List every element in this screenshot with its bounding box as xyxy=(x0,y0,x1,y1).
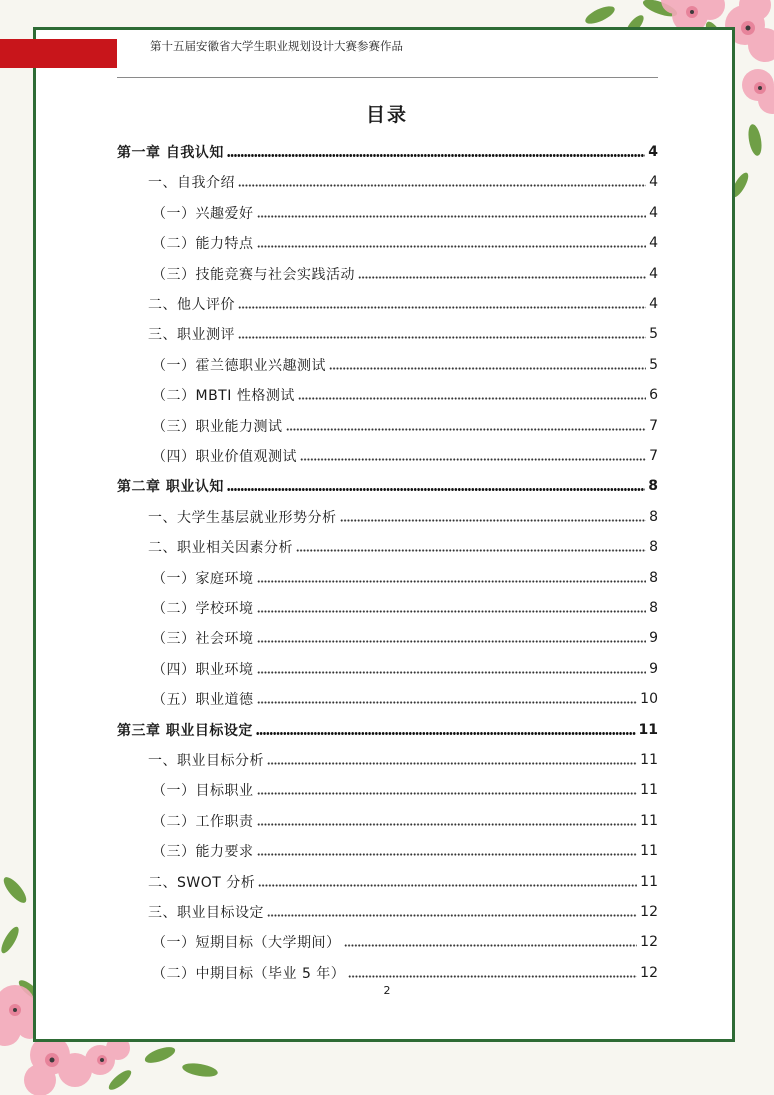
toc-dot-leader xyxy=(257,785,638,795)
toc-entry[interactable] xyxy=(117,806,658,836)
toc-entry-label: 二、他人评价 xyxy=(148,297,235,313)
toc-entry-label: （四）职业价值观测试 xyxy=(152,449,297,465)
toc-dot-leader xyxy=(348,968,637,978)
toc-entry-label: 第一章 自我认知 xyxy=(117,145,224,161)
toc-entry[interactable] xyxy=(117,654,658,684)
toc-dot-leader xyxy=(267,907,637,917)
toc-entry-label: （三）能力要求 xyxy=(152,844,254,861)
toc-entry-label: （三）职业能力测试 xyxy=(152,418,283,435)
toc-entry-page: 11 xyxy=(638,721,658,738)
toc-dot-leader xyxy=(238,177,646,187)
toc-entry-page: 4 xyxy=(649,174,658,191)
toc-entry[interactable] xyxy=(117,532,658,562)
toc-dot-leader xyxy=(296,542,646,552)
toc-entry[interactable] xyxy=(117,563,658,593)
toc-entry[interactable] xyxy=(117,684,658,714)
toc-entry-label: 二、SWOT 分析 xyxy=(148,874,256,891)
toc-dot-leader xyxy=(340,512,647,522)
toc-entry-label: （一）短期目标（大学期间） xyxy=(152,935,341,952)
toc-entry-page: 7 xyxy=(649,417,658,434)
toc-entry-label: （二）能力特点 xyxy=(152,236,254,253)
toc-entry-page: 11 xyxy=(640,752,658,768)
toc-entry-label: （二）MBTI 性格测试 xyxy=(152,388,295,405)
toc-dot-leader xyxy=(344,937,638,947)
toc-dot-leader xyxy=(358,269,646,279)
toc-entry-page: 12 xyxy=(640,934,658,951)
toc-dot-leader xyxy=(286,421,647,431)
toc-entry-page: 8 xyxy=(649,569,658,586)
toc-entry[interactable] xyxy=(117,502,658,532)
toc-entry-page: 11 xyxy=(640,873,658,890)
toc-entry-page: 12 xyxy=(640,904,658,920)
toc-dot-leader xyxy=(257,633,647,643)
toc-entry[interactable] xyxy=(117,228,658,258)
toc-title: 目录 xyxy=(365,104,408,126)
toc-entry[interactable] xyxy=(117,198,658,228)
toc-dot-leader xyxy=(257,208,647,218)
toc-entry-label: （四）职业环境 xyxy=(152,661,254,678)
toc-entry[interactable] xyxy=(117,289,658,319)
toc-entry-page: 7 xyxy=(649,448,658,464)
toc-entry[interactable] xyxy=(117,897,658,927)
toc-entry-page: 4 xyxy=(648,144,658,160)
toc-entry-label: 三、职业测评 xyxy=(148,327,235,344)
toc-entry-label: （一）家庭环境 xyxy=(152,570,254,587)
page-number: 2 xyxy=(383,984,391,997)
header-red-tab xyxy=(0,39,117,68)
toc-entry[interactable] xyxy=(117,137,658,167)
toc-entry-page: 9 xyxy=(649,660,658,677)
toc-entry-page: 6 xyxy=(649,387,658,404)
toc-entry-label: （一）兴趣爱好 xyxy=(152,205,254,222)
toc-entry-page: 12 xyxy=(640,964,658,981)
toc-dot-leader xyxy=(238,299,646,309)
toc-dot-leader xyxy=(257,238,647,248)
toc-entry[interactable] xyxy=(117,867,658,897)
toc-entry[interactable] xyxy=(117,623,658,653)
toc-dot-leader xyxy=(257,846,638,856)
toc-entry[interactable] xyxy=(117,745,658,775)
toc-entry-page: 4 xyxy=(649,265,658,282)
toc-entry-page: 4 xyxy=(649,235,658,252)
toc-entry-label: （一）目标职业 xyxy=(152,783,254,800)
toc-dot-leader xyxy=(257,694,638,704)
toc-entry-page: 8 xyxy=(649,539,658,556)
toc-dot-leader xyxy=(258,877,637,887)
toc-entry-page: 8 xyxy=(649,600,658,616)
toc-entry[interactable] xyxy=(117,441,658,471)
toc-entry-page: 5 xyxy=(649,326,658,343)
toc-entry-label: 第三章 职业目标设定 xyxy=(117,722,253,739)
toc-entry-label: 一、大学生基层就业形势分析 xyxy=(148,509,337,526)
toc-entry[interactable] xyxy=(117,471,658,501)
toc-entry[interactable] xyxy=(117,167,658,197)
header-title: 第十五届安徽省大学生职业规划设计大赛参赛作品 xyxy=(150,39,403,53)
toc-dot-leader xyxy=(257,816,638,826)
toc-dot-leader xyxy=(267,755,637,765)
toc-entry-label: （三）社会环境 xyxy=(152,631,254,648)
toc-dot-leader xyxy=(256,725,636,735)
toc-entry-page: 11 xyxy=(640,782,658,799)
toc-entry-page: 11 xyxy=(640,812,658,829)
header-rule xyxy=(117,77,658,78)
toc-entry[interactable] xyxy=(117,411,658,441)
toc-entry-page: 8 xyxy=(649,508,658,525)
toc-entry-label: 三、职业目标设定 xyxy=(148,905,264,921)
toc-dot-leader xyxy=(227,147,645,157)
toc-entry-label: 第二章 职业认知 xyxy=(117,479,224,496)
toc-entry-label: （一）霍兰德职业兴趣测试 xyxy=(152,357,326,374)
toc-entry-label: （二）学校环境 xyxy=(152,601,254,617)
toc-entry-page: 11 xyxy=(640,843,658,860)
toc-dot-leader xyxy=(257,603,647,613)
toc-entry[interactable] xyxy=(117,350,658,380)
toc-dot-leader xyxy=(238,329,646,339)
toc-entry-label: 一、自我介绍 xyxy=(148,175,235,192)
toc-entry[interactable] xyxy=(117,380,658,410)
toc-entry[interactable] xyxy=(117,836,658,866)
toc-dot-leader xyxy=(227,481,645,491)
toc-entry-page: 9 xyxy=(649,630,658,647)
toc-entry-label: 二、职业相关因素分析 xyxy=(148,540,293,557)
toc-entry-page: 5 xyxy=(649,356,658,373)
toc-dot-leader xyxy=(300,451,646,461)
toc-entry-label: 一、职业目标分析 xyxy=(148,753,264,769)
toc-entry-page: 4 xyxy=(649,204,658,221)
toc-entry-label: （二）工作职责 xyxy=(152,813,254,830)
toc-entry-label: （五）职业道德 xyxy=(152,692,254,709)
toc-entry[interactable] xyxy=(117,775,658,805)
toc-entry-page: 10 xyxy=(640,691,658,708)
toc-dot-leader xyxy=(257,573,647,583)
toc-entry[interactable] xyxy=(117,927,658,957)
toc-dot-leader xyxy=(298,390,646,400)
toc-entry[interactable] xyxy=(117,715,658,745)
toc-entry-page: 4 xyxy=(649,296,658,312)
toc-dot-leader xyxy=(257,664,647,674)
toc-entry[interactable] xyxy=(117,259,658,289)
toc-entry[interactable] xyxy=(117,319,658,349)
toc-dot-leader xyxy=(329,360,646,370)
toc-entry-page: 8 xyxy=(648,478,658,495)
toc-entry[interactable] xyxy=(117,593,658,623)
toc-entry-label: （二）中期目标（毕业 5 年） xyxy=(152,965,346,982)
toc-entry-label: （三）技能竞赛与社会实践活动 xyxy=(152,266,355,283)
